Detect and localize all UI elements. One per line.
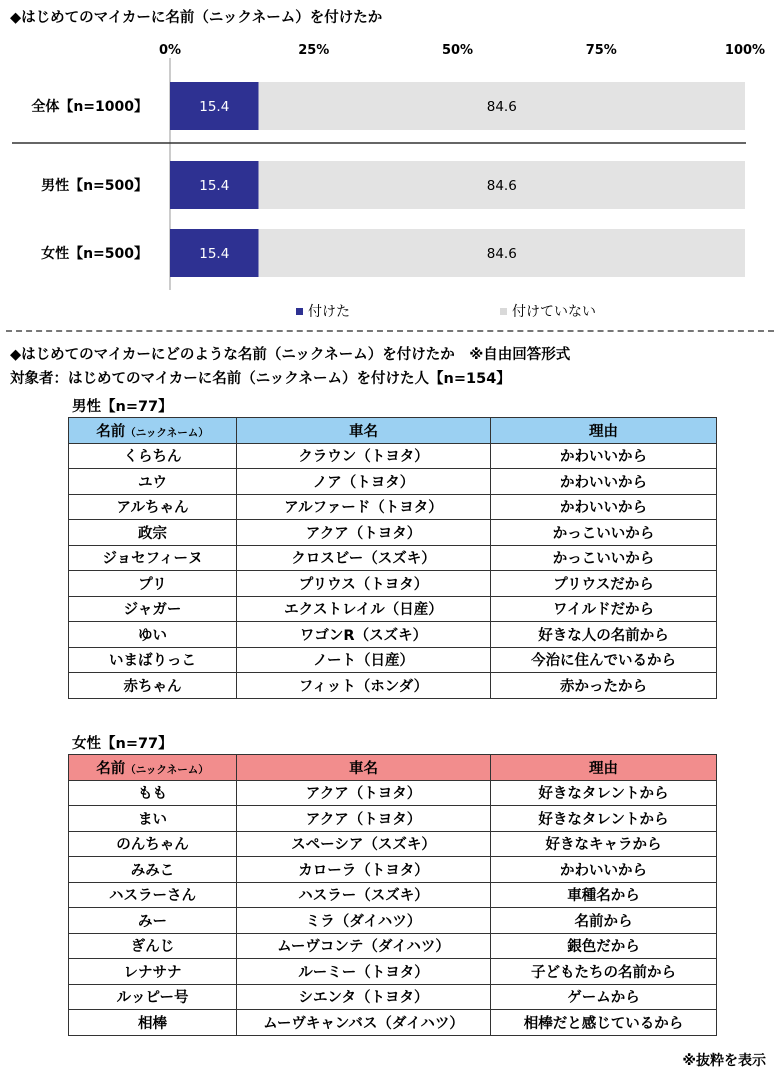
table-row <box>69 984 717 1010</box>
legend-label-attached: 付けた <box>308 304 350 320</box>
data-label: 84.6 <box>486 99 517 115</box>
table-row <box>69 571 717 597</box>
cell-car-name: ムーヴキャンバス（ダイハツ） <box>237 1010 491 1036</box>
table-row <box>69 443 717 469</box>
cell-reason: かわいいから <box>491 494 717 520</box>
cell-nickname: もも <box>69 780 237 806</box>
legend-item-attached <box>296 301 350 321</box>
table-header-row <box>69 755 717 781</box>
stacked-bar-chart <box>0 40 780 290</box>
legend-swatch-not-attached <box>500 308 507 315</box>
cell-nickname: 政宗 <box>69 520 237 546</box>
cell-car-name: エクストレイル（日産） <box>237 596 491 622</box>
table-row <box>69 806 717 832</box>
cell-car-name: クラウン（トヨタ） <box>237 443 491 469</box>
cell-nickname: ルッピー号 <box>69 984 237 1010</box>
cell-reason: 好きな人の名前から <box>491 622 717 648</box>
data-label: 84.6 <box>486 178 517 194</box>
header-name-sub: （ニックネーム） <box>125 763 209 776</box>
data-label: 15.4 <box>199 99 230 115</box>
table-row <box>69 831 717 857</box>
header-reason: 理由 <box>491 418 717 444</box>
cell-reason: ワイルドだから <box>491 596 717 622</box>
cell-car-name: カローラ（トヨタ） <box>237 857 491 883</box>
cell-nickname: のんちゃん <box>69 831 237 857</box>
x-tick-label: 0% <box>158 43 182 58</box>
cell-reason: 子どもたちの名前から <box>491 959 717 985</box>
cell-reason: ゲームから <box>491 984 717 1010</box>
cell-car-name: シエンタ（トヨタ） <box>237 984 491 1010</box>
table-row <box>69 545 717 571</box>
table-row <box>69 780 717 806</box>
section2-subject: 対象者：はじめてのマイカーに名前（ニックネーム）を付けた人【n=154】 <box>10 371 511 387</box>
cell-nickname: ジャガー <box>69 596 237 622</box>
header-name-label: 名前 <box>96 423 126 440</box>
legend-item-not-attached <box>500 301 596 321</box>
cell-reason: 今治に住んでいるから <box>491 647 717 673</box>
cell-car-name: ミラ（ダイハツ） <box>237 908 491 934</box>
header-name <box>69 755 237 781</box>
cell-car-name: クロスビー（スズキ） <box>237 545 491 571</box>
table-row <box>69 520 717 546</box>
data-label: 15.4 <box>199 178 230 194</box>
x-tick-label: 100% <box>724 43 766 58</box>
cell-reason: かわいいから <box>491 443 717 469</box>
cell-car-name: ノア（トヨタ） <box>237 469 491 495</box>
chart-title: ◆はじめてのマイカーに名前（ニックネーム）を付けたか <box>10 10 383 26</box>
header-car: 車名 <box>237 418 491 444</box>
cell-car-name: ムーヴコンテ（ダイハツ） <box>237 933 491 959</box>
cell-car-name: フィット（ホンダ） <box>237 673 491 699</box>
category-label: 男性【n=500】 <box>41 178 148 194</box>
cell-reason: プリウスだから <box>491 571 717 597</box>
cell-reason: かっこいいから <box>491 520 717 546</box>
header-car: 車名 <box>237 755 491 781</box>
cell-car-name: ワゴンR（スズキ） <box>237 622 491 648</box>
legend-swatch-attached <box>296 308 303 315</box>
footnote: ※抜粋を表示 <box>682 1053 766 1069</box>
cell-nickname: いまばりっこ <box>69 647 237 673</box>
cell-reason: かわいいから <box>491 469 717 495</box>
cell-car-name: アルファード（トヨタ） <box>237 494 491 520</box>
female-group-label: 女性【n=77】 <box>72 736 173 752</box>
x-tick-label: 50% <box>441 43 474 58</box>
cell-nickname: みみこ <box>69 857 237 883</box>
male-group-label: 男性【n=77】 <box>72 399 173 415</box>
cell-nickname: くらちん <box>69 443 237 469</box>
cell-nickname: 赤ちゃん <box>69 673 237 699</box>
cell-reason: 好きなタレントから <box>491 806 717 832</box>
cell-reason: 車種名から <box>491 882 717 908</box>
cell-reason: かっこいいから <box>491 545 717 571</box>
cell-nickname: ゆい <box>69 622 237 648</box>
table-row <box>69 857 717 883</box>
cell-nickname: ぎんじ <box>69 933 237 959</box>
cell-reason: 銀色だから <box>491 933 717 959</box>
cell-reason: 好きなキャラから <box>491 831 717 857</box>
category-label: 全体【n=1000】 <box>31 99 148 115</box>
table-row <box>69 469 717 495</box>
table-row <box>69 1010 717 1036</box>
cell-car-name: プリウス（トヨタ） <box>237 571 491 597</box>
legend-label-not-attached: 付けていない <box>512 304 596 320</box>
table-row <box>69 908 717 934</box>
table-header-row <box>69 418 717 444</box>
x-tick-label: 75% <box>585 43 617 58</box>
cell-reason: かわいいから <box>491 857 717 883</box>
table-row <box>69 494 717 520</box>
section2-title: ◆はじめてのマイカーにどのような名前（ニックネーム）を付けたか ※自由回答形式 <box>10 347 571 363</box>
cell-nickname: 相棒 <box>69 1010 237 1036</box>
cell-car-name: アクア（トヨタ） <box>237 806 491 832</box>
cell-nickname: ハスラーさん <box>69 882 237 908</box>
table-row <box>69 622 717 648</box>
table-row <box>69 933 717 959</box>
cell-car-name: アクア（トヨタ） <box>237 780 491 806</box>
category-label: 女性【n=500】 <box>41 246 148 262</box>
cell-nickname: レナサナ <box>69 959 237 985</box>
cell-car-name: ノート（日産） <box>237 647 491 673</box>
cell-nickname: まい <box>69 806 237 832</box>
header-name-sub: （ニックネーム） <box>125 426 209 439</box>
cell-nickname: アルちゃん <box>69 494 237 520</box>
cell-reason: 赤かったから <box>491 673 717 699</box>
cell-nickname: ユウ <box>69 469 237 495</box>
header-reason: 理由 <box>491 755 717 781</box>
cell-car-name: スペーシア（スズキ） <box>237 831 491 857</box>
female-names-table <box>68 754 717 1036</box>
cell-reason: 相棒だと感じているから <box>491 1010 717 1036</box>
data-label: 15.4 <box>199 246 230 262</box>
header-name-label: 名前 <box>96 760 126 777</box>
cell-car-name: ハスラー（スズキ） <box>237 882 491 908</box>
table-row <box>69 596 717 622</box>
cell-nickname: みー <box>69 908 237 934</box>
x-tick-label: 25% <box>298 43 330 58</box>
cell-car-name: ルーミー（トヨタ） <box>237 959 491 985</box>
cell-reason: 好きなタレントから <box>491 780 717 806</box>
cell-nickname: プリ <box>69 571 237 597</box>
data-label: 84.6 <box>486 246 517 262</box>
table-row <box>69 959 717 985</box>
cell-reason: 名前から <box>491 908 717 934</box>
male-names-table <box>68 417 717 699</box>
header-name <box>69 418 237 444</box>
section-divider <box>6 330 774 332</box>
table-row <box>69 882 717 908</box>
cell-nickname: ジョセフィーヌ <box>69 545 237 571</box>
cell-car-name: アクア（トヨタ） <box>237 520 491 546</box>
table-row <box>69 673 717 699</box>
table-row <box>69 647 717 673</box>
